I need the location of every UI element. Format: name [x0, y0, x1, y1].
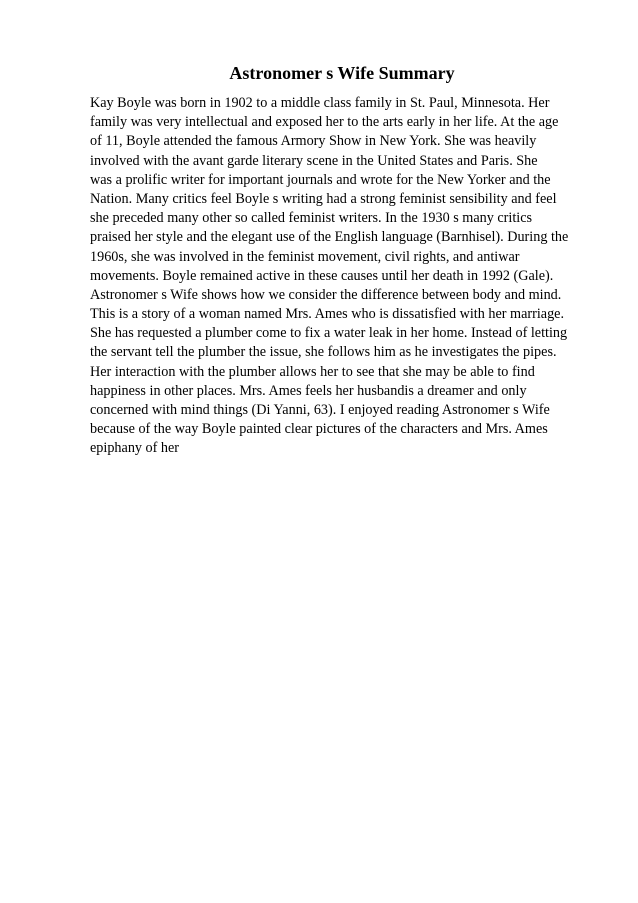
body-line-11: Astronomer s Wife shows how we consider the difference between body and mind.: [90, 286, 562, 303]
body-line-18: because of the way Boyle painted clear pictures of the characters and Mrs. Ames: [90, 421, 548, 438]
body-line-13: She has requested a plumber come to fix a water leak in her home. Instead of letting: [90, 325, 568, 342]
body-line-19: epiphany of her: [90, 440, 180, 457]
body-line-3: of 11, Boyle attended the famous Armory Show in New York. She was heavily: [90, 133, 537, 150]
body-line-2: family was very intellectual and exposed her to the arts early in her life. At the age: [90, 114, 559, 131]
body-line-14: the servant tell the plumber the issue, she follows him as he investigates the pipes.: [90, 344, 557, 361]
body-line-1: Kay Boyle was born in 1902 to a middle class family in St. Paul, Minnesota. Her: [90, 95, 550, 111]
body-line-6: Nation. Many critics feel Boyle s writing had a strong feminist sensibility and feel: [90, 190, 557, 207]
body-line-15: Her interaction with the plumber allows her to see that she may be able to find: [90, 363, 535, 380]
body-line-5: was a prolific writer for important journals and wrote for the New Yorker and the: [90, 171, 551, 188]
body-line-7: she preceded many other so called feminist writers. In the 1930 s many critics: [90, 210, 533, 227]
body-line-4: involved with the avant garde literary scene in the United States and Paris. She: [90, 152, 538, 169]
body-line-8: praised her style and the elegant use of the English language (Barnhisel). During the: [90, 229, 569, 246]
body-line-16: happiness in other places. Mrs. Ames feels her husbandis a dreamer and only: [90, 382, 527, 399]
body-line-10: movements. Boyle remained active in these causes until her death in 1992 (Gale).: [90, 267, 554, 284]
document-title: Astronomer s Wife Summary: [229, 63, 455, 83]
body-line-9: 1960s, she was involved in the feminist movement, civil rights, and antiwar: [90, 248, 520, 265]
body-line-12: This is a story of a woman named Mrs. Ames who is dissatisfied with her marriage.: [90, 306, 565, 323]
document-body: [90, 94, 610, 459]
body-line-17: concerned with mind things (Di Yanni, 63). I enjoyed reading Astronomer s Wife: [90, 402, 550, 418]
